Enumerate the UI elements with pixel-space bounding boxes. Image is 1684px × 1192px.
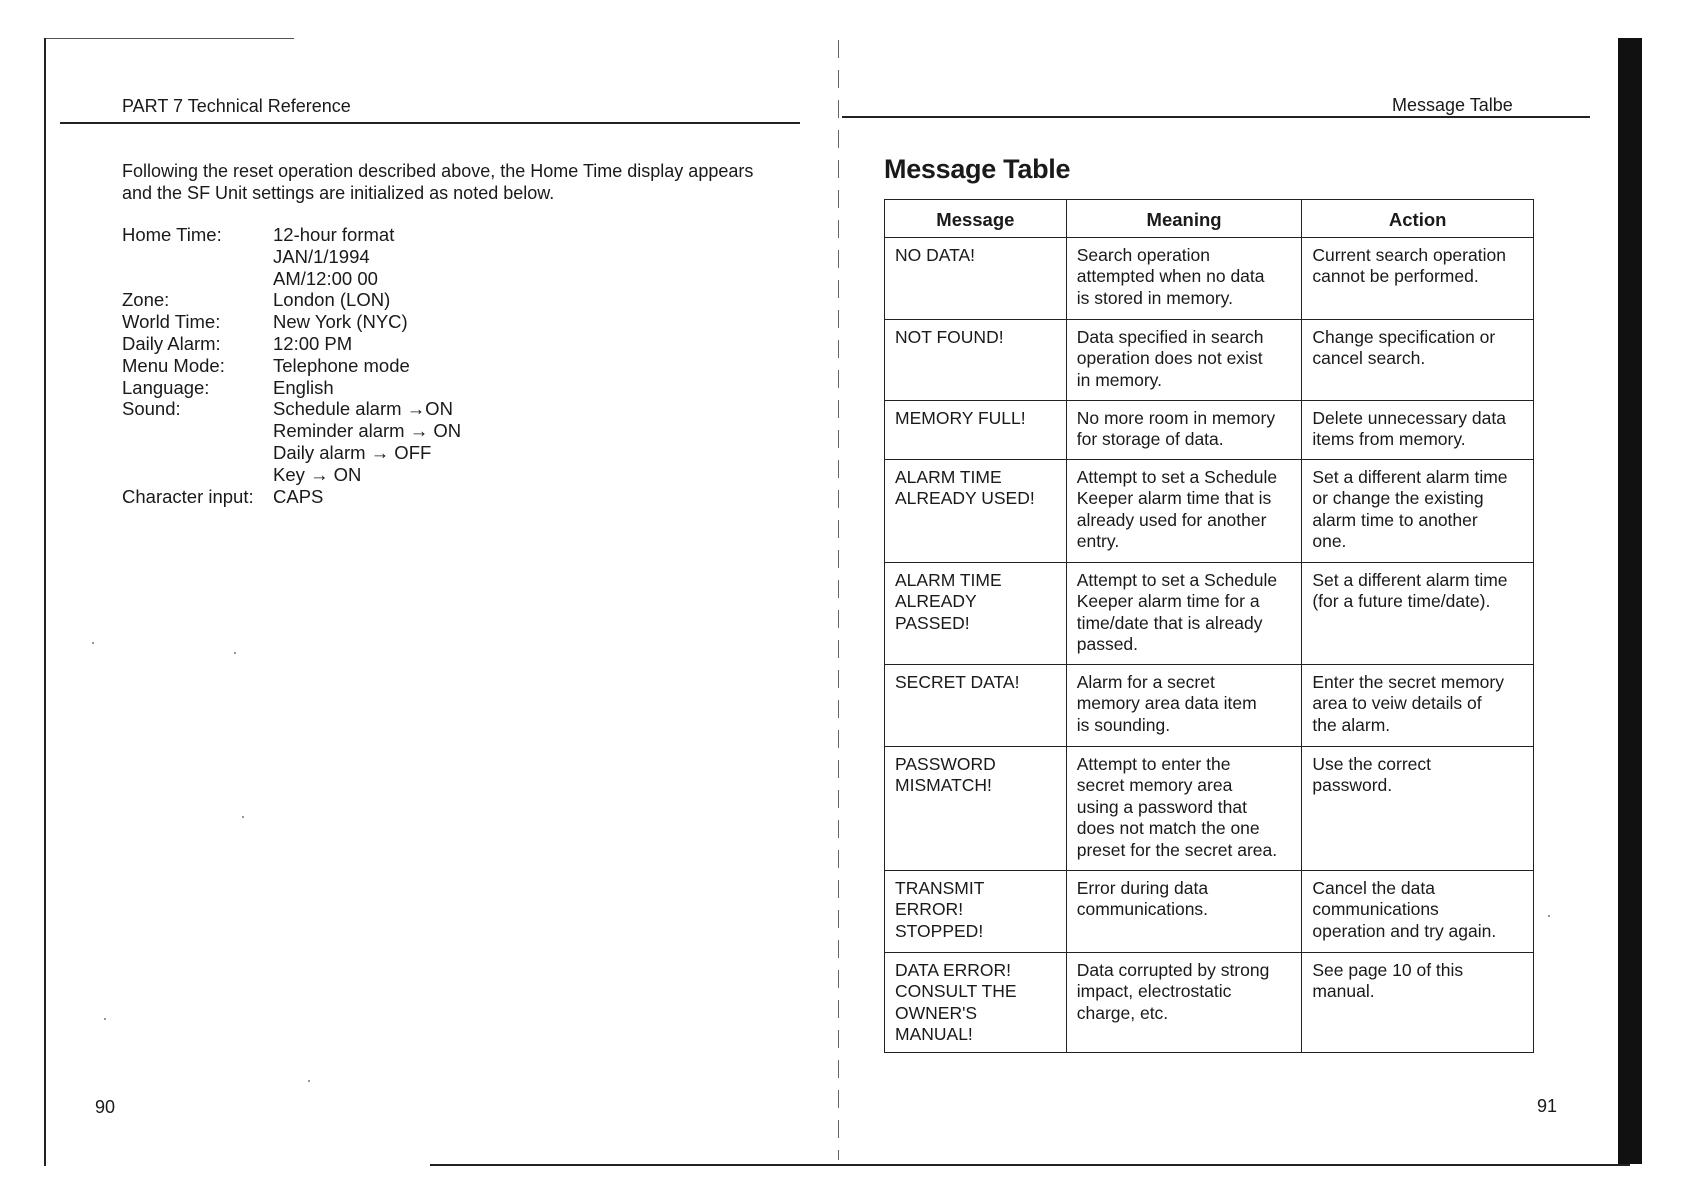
action-cell: Current search operation cannot be performed.	[1302, 237, 1534, 319]
setting-value: Telephone mode	[273, 354, 410, 376]
table-row	[885, 237, 1534, 319]
message-cell: NO DATA!	[885, 237, 1067, 319]
action-cell: Set a different alarm time or change the existing alarm time to another one.	[1302, 459, 1534, 562]
setting-label: Language:	[122, 376, 210, 398]
top-border-left	[44, 38, 294, 39]
setting-value: 12-hour format	[273, 224, 395, 245]
settings-list	[122, 224, 461, 507]
scan-speck	[1548, 915, 1550, 917]
meaning-cell: Attempt to enter the secret memory area using a password that does not match the one preset for the secret area.	[1066, 746, 1302, 870]
intro-line-1: Following the reset operation described above, the Home Time display appears	[122, 161, 754, 181]
settings-row	[122, 224, 461, 246]
meaning-cell: Attempt to set a Schedule Keeper alarm time that is already used for another entry.	[1066, 459, 1302, 562]
message-cell: NOT FOUND!	[885, 319, 1067, 400]
settings-row	[122, 311, 461, 333]
settings-row	[122, 486, 461, 508]
message-cell: ALARM TIME ALREADY PASSED!	[885, 562, 1067, 664]
setting-value: 12:00 PM	[273, 332, 353, 354]
table-row	[885, 664, 1534, 746]
settings-row	[122, 289, 461, 311]
setting-value: London (LON)	[273, 289, 391, 311]
setting-value: English	[273, 376, 334, 398]
table-row	[885, 746, 1534, 870]
settings-row	[122, 333, 461, 355]
meaning-cell: Search operation attempted when no data is stored in memory.	[1066, 237, 1302, 319]
setting-label: Zone:	[122, 289, 170, 311]
scan-speck	[104, 1018, 106, 1020]
action-cell: Enter the secret memory area to veiw details of the alarm.	[1302, 664, 1534, 746]
scan-speck	[234, 652, 236, 654]
setting-value: AM/12:00 00	[273, 267, 378, 289]
table-row	[885, 562, 1534, 664]
action-cell: Use the correct password.	[1302, 746, 1534, 870]
settings-row	[122, 442, 461, 464]
right-header-rule	[842, 116, 1590, 118]
action-cell: See page 10 of this manual.	[1302, 952, 1534, 1052]
intro-paragraph	[122, 160, 822, 204]
setting-label	[122, 420, 273, 442]
bottom-border	[430, 1164, 1630, 1166]
setting-value: New York (NYC)	[273, 311, 408, 333]
left-page-number: 90	[95, 1097, 116, 1117]
setting-value: Daily alarm → OFF	[273, 441, 432, 463]
setting-value: CAPS	[273, 485, 324, 507]
setting-label	[122, 464, 273, 486]
message-cell: TRANSMIT ERROR! STOPPED!	[885, 870, 1067, 952]
meaning-cell: Data specified in search operation does not exist in memory.	[1066, 319, 1302, 400]
meaning-cell: Data corrupted by strong impact, electrostatic charge, etc.	[1066, 952, 1302, 1052]
left-header-rule	[60, 122, 800, 124]
message-cell: SECRET DATA!	[885, 664, 1067, 746]
left-border	[44, 38, 46, 1166]
column-header-message: Message	[885, 200, 1067, 238]
table-row	[885, 870, 1534, 952]
setting-label: Home Time:	[122, 224, 222, 245]
settings-row	[122, 268, 461, 290]
action-cell: Change specification or cancel search.	[1302, 319, 1534, 400]
table-row	[885, 319, 1534, 400]
table-row	[885, 459, 1534, 562]
meaning-cell: Attempt to set a Schedule Keeper alarm time for a time/date that is already passed.	[1066, 562, 1302, 664]
setting-label: Daily Alarm:	[122, 332, 221, 354]
right-running-header: Message Talbe	[1392, 95, 1513, 115]
spine-line	[838, 40, 839, 1160]
setting-value: Reminder alarm → ON	[273, 420, 462, 442]
action-cell: Cancel the data communications operation and try again.	[1302, 870, 1534, 952]
column-header-action: Action	[1302, 200, 1534, 238]
message-cell: PASSWORD MISMATCH!	[885, 746, 1067, 870]
settings-row	[122, 246, 461, 268]
setting-label: Sound:	[122, 398, 181, 420]
settings-row	[122, 355, 461, 377]
message-cell: MEMORY FULL!	[885, 400, 1067, 459]
message-cell: DATA ERROR! CONSULT THE OWNER'S MANUAL!	[885, 952, 1067, 1052]
table-row	[885, 952, 1534, 1052]
setting-label: Character input:	[122, 485, 254, 507]
scan-speck	[92, 642, 94, 644]
table-row	[885, 400, 1534, 459]
scan-speck	[242, 816, 244, 818]
settings-row	[122, 377, 461, 399]
page-title: Message Table	[884, 154, 1071, 184]
settings-row	[122, 398, 461, 420]
intro-line-2: and the SF Unit settings are initialized as noted below.	[122, 183, 555, 203]
setting-value: Schedule alarm →ON	[273, 398, 453, 420]
action-cell: Delete unnecessary data items from memory.	[1302, 400, 1534, 459]
setting-value: JAN/1/1994	[273, 245, 370, 267]
meaning-cell: Alarm for a secret memory area data item is sounding.	[1066, 664, 1302, 746]
right-page-number: 91	[1537, 1096, 1558, 1116]
message-cell: ALARM TIME ALREADY USED!	[885, 459, 1067, 562]
setting-label	[122, 442, 273, 464]
settings-row	[122, 420, 461, 442]
settings-row	[122, 464, 461, 486]
setting-label	[122, 268, 273, 290]
left-running-header: PART 7 Technical Reference	[122, 96, 351, 116]
message-table	[884, 199, 1534, 1053]
setting-label	[122, 246, 273, 268]
right-page-edge	[1618, 38, 1642, 1164]
column-header-meaning: Meaning	[1066, 200, 1302, 238]
table-header-row	[885, 200, 1534, 238]
scan-speck	[308, 1080, 310, 1082]
action-cell: Set a different alarm time (for a future time/date).	[1302, 562, 1534, 664]
meaning-cell: No more room in memory for storage of data.	[1066, 400, 1302, 459]
setting-value: Key → ON	[273, 463, 362, 485]
meaning-cell: Error during data communications.	[1066, 870, 1302, 952]
setting-label: Menu Mode:	[122, 354, 225, 376]
setting-label: World Time:	[122, 311, 221, 333]
